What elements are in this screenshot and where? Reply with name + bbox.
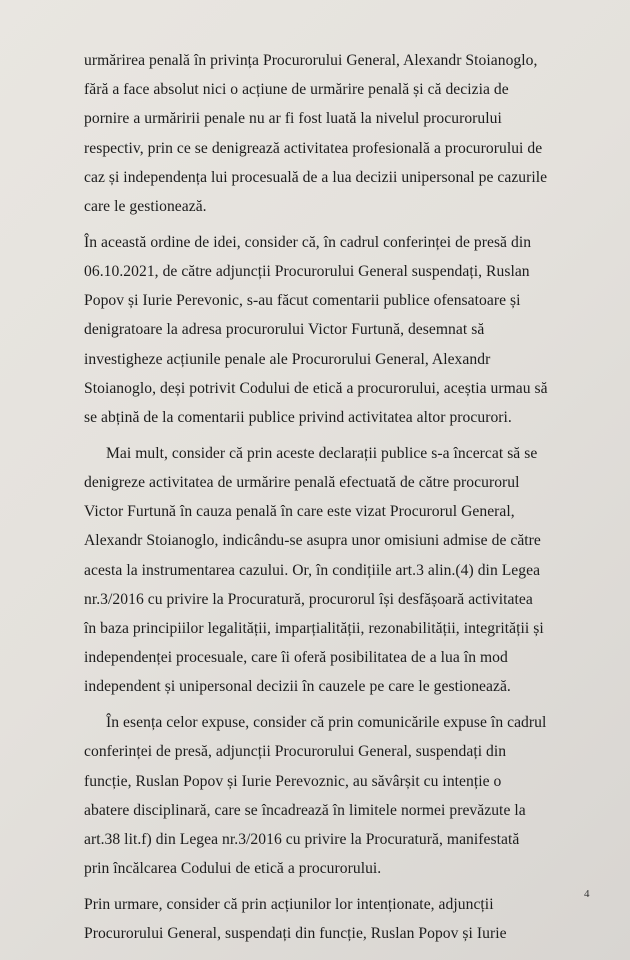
paragraph-4: În esența celor expuse, consider că prin comunicările expuse în cadrul conferinței de presă, adjuncții Procurorului General, suspendați din funcție, Ruslan Popov și Iurie Perevoznic, au săvârșit cu intenție o abatere disciplinară, care se încadrează în limitele normei prevăzute la art.38 lit.f) din Legea nr.3/2016 cu privire la Procuratură, manifestată prin încălcarea Codului de etică a procurorului. bbox=[84, 714, 547, 878]
page-number: 4 bbox=[584, 888, 590, 900]
paragraph-5: Prin urmare, consider că prin acțiunilor lor intenționate, adjuncții Procurorului General, suspendați din funcție, Ruslan Popov și Iurie bbox=[84, 896, 507, 943]
paragraph-1: urmărirea penală în privința Procurorului General, Alexandr Stoianoglo, fără a face absolut nici o acțiune de urmărire penală și că decizia de pornire a urmăririi penale nu ar fi fost luată la nivelul procurorului respectiv, prin ce se denigrează activitatea profesională a procurorului de caz și independența lui procesuală de a lua decizii unipersonal pe cazurile care le gestionează. bbox=[84, 52, 548, 216]
paragraph-2: În această ordine de idei, consider că, în cadrul conferinței de presă din 06.10.2021, de către adjuncții Procurorului General suspendați, Ruslan Popov și Iurie Perevonic, s-au făcut comentarii publice ofensatoare și denigratoare la adresa procurorului Victor Furtună, desemnat să investigheze acțiunile penale ale Procurorului General, Alexandr Stoianoglo, deși potrivit Codului de etică a procurorului, aceștia urmau să se abțină de la comentarii publice privind activitatea altor procurori. bbox=[84, 233, 548, 427]
paragraph-3: Mai mult, consider că prin aceste declarații publice s-a încercat să se denigreze activitatea de urmărire penală efectuată de către procurorul Victor Furtună în cauza penală în care este vizat Procurorul General, Alexandr Stoianoglo, indicându-se asupra unor omisiuni admise de către acesta la instrumentarea cazului. Or, în condițiile art.3 alin.(4) din Legea nr.3/2016 cu privire la Procuratură, procurorul își desfășoară activitatea în baza principiilor legalității, imparțialității, rezonabilității, integrității și independenței procesuale, care îi oferă posibilitatea de a lua în mod independent și unipersonal decizii în cauzele pe care le gestionează. bbox=[84, 444, 544, 696]
